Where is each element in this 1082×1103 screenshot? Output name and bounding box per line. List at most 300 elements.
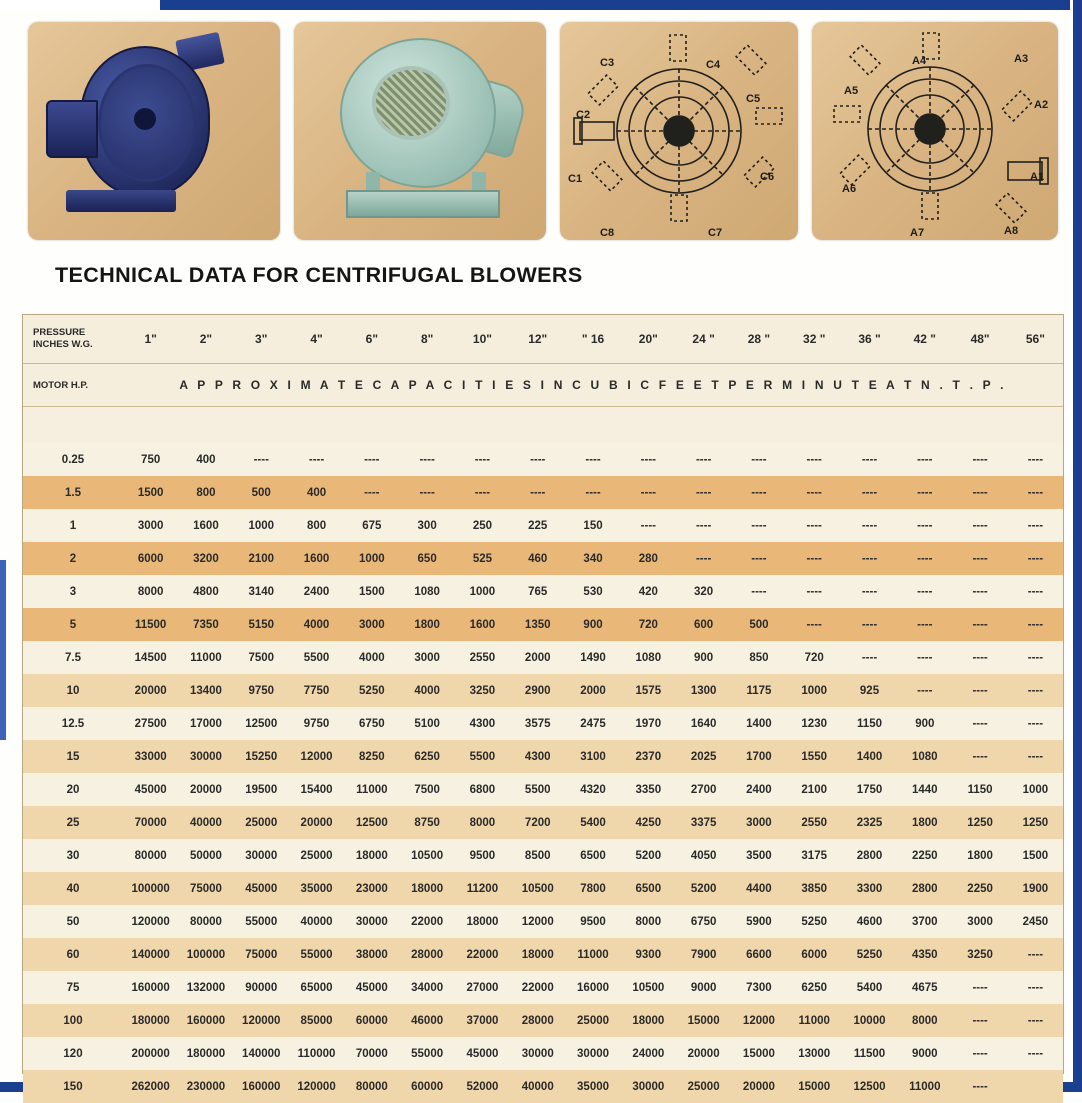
capacity-cell: ---- [787, 509, 842, 542]
capacity-cell: ---- [344, 476, 399, 509]
capacity-cell: 3250 [455, 674, 510, 707]
table-row [23, 938, 1063, 971]
capacity-cell: ---- [1008, 971, 1063, 1004]
capacity-cell: ---- [399, 476, 454, 509]
capacity-cell: 1250 [1008, 806, 1063, 839]
capacity-cell: 5250 [344, 674, 399, 707]
capacity-cell: 9300 [621, 938, 676, 971]
capacity-cell: 7900 [676, 938, 731, 971]
svg-text:A8: A8 [1004, 225, 1019, 237]
capacity-cell: 5200 [676, 872, 731, 905]
motor-hp-cell: 75 [23, 971, 123, 1004]
capacity-cell: ---- [676, 542, 731, 575]
capacity-cell: 25000 [565, 1004, 620, 1037]
motor-hp-cell: 60 [23, 938, 123, 971]
capacity-cell: 3575 [510, 707, 565, 740]
pressure-col-header: 3" [234, 315, 289, 364]
capacity-cell: 1000 [1008, 773, 1063, 806]
capacity-cell: 1700 [731, 740, 786, 773]
svg-text:C5: C5 [746, 93, 761, 105]
table-row [23, 905, 1063, 938]
pressure-col-header: 42 " [897, 315, 952, 364]
capacity-cell: ---- [1008, 1037, 1063, 1070]
capacity-cell: 8250 [344, 740, 399, 773]
capacity-cell: 1640 [676, 707, 731, 740]
capacity-cell: 50000 [178, 839, 233, 872]
capacity-cell: 1500 [344, 575, 399, 608]
capacity-cell: 1230 [787, 707, 842, 740]
capacity-cell: ---- [952, 443, 1007, 476]
table-row [23, 575, 1063, 608]
capacity-cell: 52000 [455, 1070, 510, 1103]
capacity-cell: 34000 [399, 971, 454, 1004]
capacity-cell: 3375 [676, 806, 731, 839]
table-row [23, 872, 1063, 905]
table-row [23, 641, 1063, 674]
capacity-cell: 4400 [731, 872, 786, 905]
capacity-cell: 1500 [1008, 839, 1063, 872]
capacity-cell: 3000 [123, 509, 178, 542]
capacity-cell: 400 [178, 443, 233, 476]
capacity-cell: 20000 [123, 674, 178, 707]
capacity-cell: 20000 [731, 1070, 786, 1103]
capacity-cell: 2800 [842, 839, 897, 872]
capacity-cell: 18000 [510, 938, 565, 971]
capacity-cell: 60000 [344, 1004, 399, 1037]
capacity-cell: 8750 [399, 806, 454, 839]
capacity-cell: ---- [897, 575, 952, 608]
capacity-cell: 6750 [676, 905, 731, 938]
capacity-cell: 65000 [289, 971, 344, 1004]
pressure-col-header: 48" [952, 315, 1007, 364]
capacity-cell: 2400 [731, 773, 786, 806]
capacity-cell: 120000 [234, 1004, 289, 1037]
capacity-cell: 9000 [676, 971, 731, 1004]
capacity-cell: 9500 [455, 839, 510, 872]
capacity-cell: 500 [731, 608, 786, 641]
capacity-cell: 9750 [234, 674, 289, 707]
capacity-cell: ---- [842, 641, 897, 674]
capacity-cell: 4250 [621, 806, 676, 839]
capacity-cell: 900 [676, 641, 731, 674]
capacity-cell: 1600 [289, 542, 344, 575]
capacity-cell: ---- [897, 509, 952, 542]
capacity-cell: 1000 [344, 542, 399, 575]
capacity-cell: 6600 [731, 938, 786, 971]
capacity-cell: 850 [731, 641, 786, 674]
pressure-col-header: 2" [178, 315, 233, 364]
capacity-cell: ---- [952, 476, 1007, 509]
svg-text:C6: C6 [760, 171, 775, 183]
capacity-cell: 1150 [952, 773, 1007, 806]
capacity-cell: 1350 [510, 608, 565, 641]
capacity-cell: 5500 [455, 740, 510, 773]
capacity-cell: 3500 [731, 839, 786, 872]
capacity-cell: 2800 [897, 872, 952, 905]
capacity-cell: ---- [731, 443, 786, 476]
capacity-cell: 1000 [455, 575, 510, 608]
capacity-cell: 110000 [289, 1037, 344, 1070]
svg-text:A2: A2 [1034, 99, 1049, 111]
capacity-cell: 90000 [234, 971, 289, 1004]
table-header-capacity [23, 364, 1063, 407]
capacity-cell: 12000 [510, 905, 565, 938]
table-row [23, 806, 1063, 839]
capacity-cell: 200000 [123, 1037, 178, 1070]
capacity-cell: 2000 [510, 641, 565, 674]
capacity-cell: ---- [787, 476, 842, 509]
svg-text:A6: A6 [842, 183, 857, 195]
capacity-cell: 5500 [510, 773, 565, 806]
capacity-cell: 6000 [123, 542, 178, 575]
capacity-cell: 5400 [565, 806, 620, 839]
capacity-cell: 33000 [123, 740, 178, 773]
capacity-cell: 30000 [510, 1037, 565, 1070]
table-spacer-row [23, 407, 1063, 444]
motor-hp-cell: 15 [23, 740, 123, 773]
page-top-border-gap [0, 0, 160, 10]
pressure-col-header: 32 " [787, 315, 842, 364]
capacity-cell: 675 [344, 509, 399, 542]
capacity-cell: 19500 [234, 773, 289, 806]
capacity-cell: ---- [787, 575, 842, 608]
capacity-cell: ---- [676, 476, 731, 509]
capacity-cell: 15000 [676, 1004, 731, 1037]
capacity-cell: 4300 [510, 740, 565, 773]
capacity-cell: 5200 [621, 839, 676, 872]
capacity-cell: 1000 [234, 509, 289, 542]
capacity-cell: 10500 [510, 872, 565, 905]
capacity-cell: 2000 [565, 674, 620, 707]
capacity-cell: 2475 [565, 707, 620, 740]
table-row [23, 839, 1063, 872]
capacity-cell: 10500 [399, 839, 454, 872]
capacity-cell: 5150 [234, 608, 289, 641]
capacity-cell: 3200 [178, 542, 233, 575]
capacity-cell: 1600 [455, 608, 510, 641]
pressure-col-header: 1" [123, 315, 178, 364]
technical-data-table [22, 314, 1064, 1093]
capacity-cell: 46000 [399, 1004, 454, 1037]
capacity-cell: 11000 [344, 773, 399, 806]
pressure-col-header: 6" [344, 315, 399, 364]
capacity-cell: 5250 [787, 905, 842, 938]
capacity-cell: 230000 [178, 1070, 233, 1103]
motor-hp-cell: 100 [23, 1004, 123, 1037]
capacity-cell: 70000 [123, 806, 178, 839]
capacity-cell: 7200 [510, 806, 565, 839]
capacity-cell: ---- [510, 443, 565, 476]
capacity-cell: 1800 [399, 608, 454, 641]
capacity-cell: ---- [842, 443, 897, 476]
table-row [23, 509, 1063, 542]
capacity-cell: 6250 [399, 740, 454, 773]
svg-text:A7: A7 [910, 227, 925, 239]
table-row [23, 971, 1063, 1004]
capacity-cell: 6250 [787, 971, 842, 1004]
capacity-cell: 262000 [123, 1070, 178, 1103]
pressure-col-header: 24 " [676, 315, 731, 364]
capacity-cell: 11500 [123, 608, 178, 641]
capacity-cell: 2100 [787, 773, 842, 806]
capacity-cell: 55000 [234, 905, 289, 938]
capacity-cell: ---- [621, 476, 676, 509]
capacity-cell: 45000 [234, 872, 289, 905]
capacity-cell: 3350 [621, 773, 676, 806]
motor-hp-cell: 12.5 [23, 707, 123, 740]
capacity-cell: ---- [1008, 542, 1063, 575]
capacity-cell: ---- [344, 443, 399, 476]
capacity-cell: ---- [1008, 608, 1063, 641]
capacity-cell: 6750 [344, 707, 399, 740]
capacity-cell: 7300 [731, 971, 786, 1004]
capacity-cell: ---- [565, 443, 620, 476]
header-pressure-label: PRESSURE INCHES W.G. [23, 315, 123, 364]
capacity-cell: 1080 [621, 641, 676, 674]
capacity-cell: 340 [565, 542, 620, 575]
capacity-cell: 180000 [123, 1004, 178, 1037]
capacity-cell: ---- [510, 476, 565, 509]
capacity-cell: ---- [952, 575, 1007, 608]
table-row [23, 443, 1063, 476]
capacity-cell: 6000 [787, 938, 842, 971]
capacity-cell: 2250 [897, 839, 952, 872]
table-row [23, 1070, 1063, 1103]
capacity-cell: 280 [621, 542, 676, 575]
capacity-cell: 10000 [842, 1004, 897, 1037]
capacity-cell: 5100 [399, 707, 454, 740]
motor-hp-cell: 7.5 [23, 641, 123, 674]
capacity-cell: 13400 [178, 674, 233, 707]
capacity-cell: ---- [897, 641, 952, 674]
capacity-cell: 225 [510, 509, 565, 542]
capacity-cell: ---- [897, 608, 952, 641]
capacity-cell: 500 [234, 476, 289, 509]
capacity-cell: 8000 [897, 1004, 952, 1037]
capacity-cell: ---- [455, 476, 510, 509]
capacity-cell: 22000 [510, 971, 565, 1004]
header-capacity-note: A P P R O X I M A T E C A P A C I T I E S I N C U B I C F E E T P E R M I N U T E A T N . T . P . [123, 364, 1063, 407]
capacity-cell: 7800 [565, 872, 620, 905]
capacity-cell: 75000 [234, 938, 289, 971]
capacity-cell: ---- [1008, 575, 1063, 608]
pressure-col-header: 56" [1008, 315, 1063, 364]
svg-text:C3: C3 [600, 57, 615, 69]
svg-text:C7: C7 [708, 227, 723, 239]
diagram-orientation-anticlockwise [812, 22, 1058, 240]
capacity-cell: 18000 [399, 872, 454, 905]
capacity-cell: 11000 [178, 641, 233, 674]
capacity-cell: 30000 [621, 1070, 676, 1103]
capacity-cell: 9500 [565, 905, 620, 938]
capacity-cell: 5250 [842, 938, 897, 971]
capacity-cell: 2325 [842, 806, 897, 839]
capacity-cell: ---- [842, 608, 897, 641]
capacity-cell: 180000 [178, 1037, 233, 1070]
capacity-cell: 530 [565, 575, 620, 608]
page-left-mark [0, 560, 6, 740]
capacity-cell: ---- [842, 509, 897, 542]
capacity-cell: 75000 [178, 872, 233, 905]
pressure-col-header: 28 " [731, 315, 786, 364]
capacity-cell: ---- [289, 443, 344, 476]
capacity-cell: 320 [676, 575, 731, 608]
capacity-cell: 1970 [621, 707, 676, 740]
capacity-cell: 20000 [178, 773, 233, 806]
capacity-cell: 925 [842, 674, 897, 707]
capacity-cell: ---- [952, 674, 1007, 707]
svg-text:C1: C1 [568, 173, 583, 185]
capacity-cell: 765 [510, 575, 565, 608]
capacity-cell: 4000 [289, 608, 344, 641]
capacity-cell: 12000 [731, 1004, 786, 1037]
capacity-cell: ---- [952, 740, 1007, 773]
table-row [23, 707, 1063, 740]
capacity-cell: ---- [952, 971, 1007, 1004]
capacity-cell: 2900 [510, 674, 565, 707]
capacity-cell: 1150 [842, 707, 897, 740]
capacity-cell: 8500 [510, 839, 565, 872]
capacity-cell: 85000 [289, 1004, 344, 1037]
capacity-cell: 1400 [731, 707, 786, 740]
capacity-cell: 8000 [621, 905, 676, 938]
capacity-cell: 45000 [455, 1037, 510, 1070]
capacity-cell: ---- [399, 443, 454, 476]
capacity-cell: ---- [952, 641, 1007, 674]
capacity-cell: ---- [1008, 674, 1063, 707]
capacity-cell: ---- [897, 443, 952, 476]
capacity-cell: 25000 [289, 839, 344, 872]
motor-hp-cell: 2 [23, 542, 123, 575]
capacity-cell: 4600 [842, 905, 897, 938]
capacity-cell: 3140 [234, 575, 289, 608]
capacity-cell: ---- [621, 443, 676, 476]
capacity-cell: ---- [234, 443, 289, 476]
capacity-cell: 1080 [897, 740, 952, 773]
motor-hp-cell: 30 [23, 839, 123, 872]
capacity-cell: ---- [897, 674, 952, 707]
capacity-cell: 3175 [787, 839, 842, 872]
capacity-cell: 1600 [178, 509, 233, 542]
capacity-cell: 30000 [234, 839, 289, 872]
capacity-cell: 15000 [787, 1070, 842, 1103]
capacity-cell: 1900 [1008, 872, 1063, 905]
capacity-cell: 7500 [234, 641, 289, 674]
motor-hp-cell: 150 [23, 1070, 123, 1103]
capacity-cell: 23000 [344, 872, 399, 905]
page-right-border [1070, 0, 1082, 1092]
capacity-cell: 1490 [565, 641, 620, 674]
capacity-cell: ---- [897, 476, 952, 509]
capacity-cell: 2550 [787, 806, 842, 839]
capacity-cell: 2250 [952, 872, 1007, 905]
capacity-cell [1008, 1070, 1063, 1103]
capacity-cell: 132000 [178, 971, 233, 1004]
capacity-cell: 3000 [952, 905, 1007, 938]
capacity-cell: 18000 [344, 839, 399, 872]
capacity-cell: 120000 [289, 1070, 344, 1103]
svg-text:C4: C4 [706, 59, 721, 71]
capacity-cell: ---- [897, 542, 952, 575]
capacity-cell: ---- [621, 509, 676, 542]
capacity-cell: ---- [1008, 1004, 1063, 1037]
capacity-cell: 3000 [399, 641, 454, 674]
capacity-cell: 3000 [344, 608, 399, 641]
svg-text:A4: A4 [912, 55, 927, 67]
capacity-cell: 4000 [399, 674, 454, 707]
capacity-cell: 15400 [289, 773, 344, 806]
capacity-cell: ---- [455, 443, 510, 476]
photo-centrifugal-blower-blue [28, 22, 280, 240]
motor-hp-cell: 20 [23, 773, 123, 806]
capacity-cell: 100000 [178, 938, 233, 971]
capacity-cell: 11500 [842, 1037, 897, 1070]
capacity-cell: 15250 [234, 740, 289, 773]
pressure-col-header: 20" [621, 315, 676, 364]
page-top-border [0, 0, 1082, 10]
capacity-cell: ---- [731, 575, 786, 608]
capacity-cell: ---- [842, 542, 897, 575]
capacity-cell: ---- [1008, 476, 1063, 509]
capacity-cell: 900 [897, 707, 952, 740]
pressure-col-header: " 16 [565, 315, 620, 364]
capacity-cell: 2025 [676, 740, 731, 773]
svg-text:A1: A1 [1030, 171, 1045, 183]
capacity-cell: 5900 [731, 905, 786, 938]
capacity-cell: 4675 [897, 971, 952, 1004]
capacity-cell: 1800 [897, 806, 952, 839]
capacity-cell: 12000 [289, 740, 344, 773]
capacity-cell: 6800 [455, 773, 510, 806]
capacity-cell: 4000 [344, 641, 399, 674]
capacity-cell: ---- [1008, 740, 1063, 773]
capacity-cell: 3700 [897, 905, 952, 938]
capacity-cell: 12500 [344, 806, 399, 839]
capacity-cell: 30000 [178, 740, 233, 773]
photo-centrifugal-blower-green [294, 22, 546, 240]
capacity-cell: 70000 [344, 1037, 399, 1070]
svg-text:A5: A5 [844, 85, 859, 97]
capacity-cell: 18000 [455, 905, 510, 938]
capacity-cell: 40000 [178, 806, 233, 839]
svg-text:C2: C2 [576, 109, 591, 121]
svg-text:C8: C8 [600, 227, 615, 239]
capacity-cell: 11000 [787, 1004, 842, 1037]
capacity-cell: 16000 [565, 971, 620, 1004]
capacity-cell: ---- [787, 443, 842, 476]
capacity-cell: 1550 [787, 740, 842, 773]
capacity-cell: 1440 [897, 773, 952, 806]
capacity-cell: 80000 [344, 1070, 399, 1103]
capacity-cell: 11200 [455, 872, 510, 905]
capacity-cell: 1400 [842, 740, 897, 773]
capacity-cell: ---- [1008, 938, 1063, 971]
capacity-cell: 2700 [676, 773, 731, 806]
capacity-cell: 3300 [842, 872, 897, 905]
capacity-cell: 28000 [510, 1004, 565, 1037]
motor-hp-cell: 3 [23, 575, 123, 608]
capacity-cell: 2370 [621, 740, 676, 773]
capacity-cell: 15000 [731, 1037, 786, 1070]
capacity-cell: 25000 [676, 1070, 731, 1103]
capacity-cell: 420 [621, 575, 676, 608]
capacity-cell: 2100 [234, 542, 289, 575]
capacity-cell: 40000 [289, 905, 344, 938]
capacity-cell: 25000 [234, 806, 289, 839]
capacity-cell: ---- [731, 476, 786, 509]
capacity-cell: 60000 [399, 1070, 454, 1103]
pressure-col-header: 8" [399, 315, 454, 364]
